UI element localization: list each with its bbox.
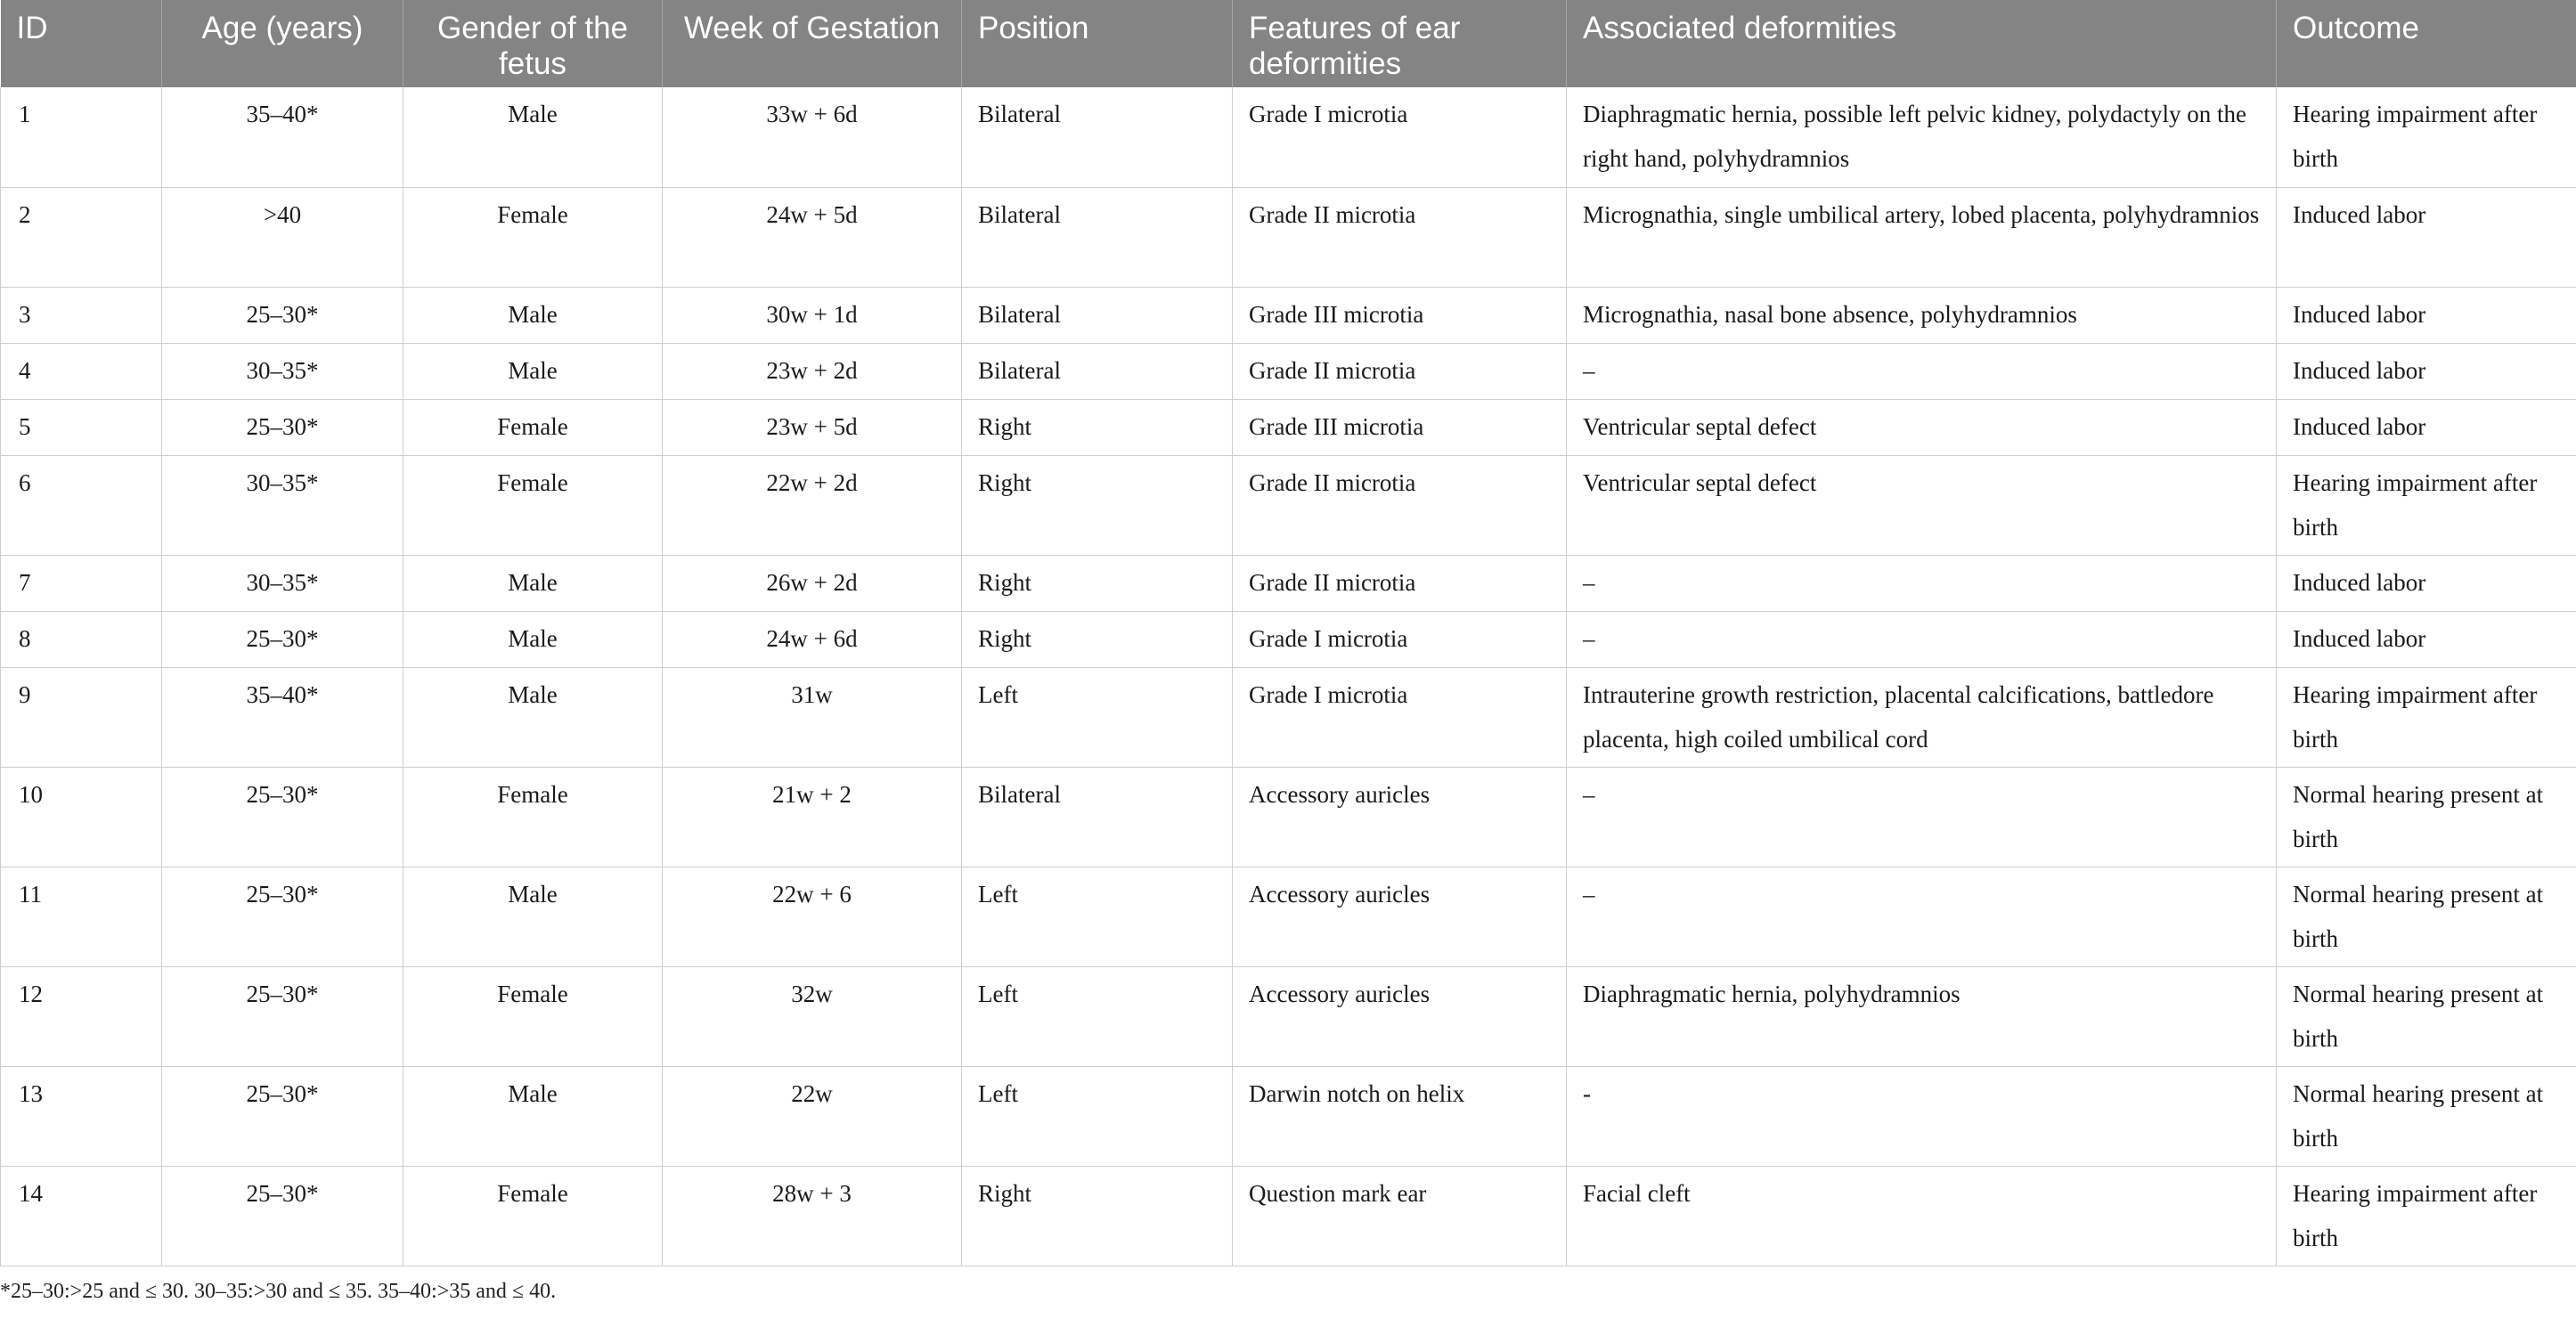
cell-position: Right xyxy=(962,611,1233,667)
cell-position: Left xyxy=(962,667,1233,767)
cell-gender: Male xyxy=(404,555,663,611)
cell-week: 22w + 2d xyxy=(663,455,962,555)
cell-features: Grade II microtia xyxy=(1233,343,1567,399)
header-outcome: Outcome xyxy=(2277,0,2576,87)
cell-week: 22w xyxy=(663,1066,962,1166)
cell-outcome: Induced labor xyxy=(2277,187,2576,287)
header-features: Features of ear deformities xyxy=(1233,0,1567,87)
cell-age: 25–30* xyxy=(162,287,404,343)
cell-features: Grade I microtia xyxy=(1233,611,1567,667)
cell-outcome: Induced labor xyxy=(2277,555,2576,611)
cell-features: Grade II microtia xyxy=(1233,555,1567,611)
table-row xyxy=(1,767,2576,867)
cell-associated: Micrognathia, single umbilical artery, lobed placenta, polyhydramnios xyxy=(1567,187,2277,287)
table-row xyxy=(1,867,2576,966)
cell-week: 30w + 1d xyxy=(663,287,962,343)
cell-position: Left xyxy=(962,1066,1233,1166)
cell-age: 35–40* xyxy=(162,667,404,767)
cell-age: 25–30* xyxy=(162,767,404,867)
cell-week: 28w + 3 xyxy=(663,1166,962,1266)
cell-features: Grade II microtia xyxy=(1233,187,1567,287)
cell-position: Right xyxy=(962,555,1233,611)
header-gender: Gender of the fetus xyxy=(404,0,663,87)
cell-id: 11 xyxy=(1,867,162,966)
cell-gender: Male xyxy=(404,1066,663,1166)
cell-position: Right xyxy=(962,399,1233,455)
cell-id: 14 xyxy=(1,1166,162,1266)
cell-age: >40 xyxy=(162,187,404,287)
cell-id: 7 xyxy=(1,555,162,611)
cell-associated: Ventricular septal defect xyxy=(1567,455,2277,555)
cell-age: 25–30* xyxy=(162,867,404,966)
cell-age: 30–35* xyxy=(162,455,404,555)
cell-outcome: Induced labor xyxy=(2277,287,2576,343)
cell-position: Bilateral xyxy=(962,343,1233,399)
cell-associated: – xyxy=(1567,867,2277,966)
cell-age: 35–40* xyxy=(162,87,404,187)
table-row xyxy=(1,87,2576,187)
cell-associated: Micrognathia, nasal bone absence, polyhydramnios xyxy=(1567,287,2277,343)
cell-features: Accessory auricles xyxy=(1233,867,1567,966)
cell-gender: Female xyxy=(404,966,663,1066)
cell-position: Bilateral xyxy=(962,767,1233,867)
table-row xyxy=(1,966,2576,1066)
table-footnote: *25–30:>25 and ≤ 30. 30–35:>30 and ≤ 35. 35–40:>35 and ≤ 40. xyxy=(0,1280,557,1303)
table-row xyxy=(1,611,2576,667)
cell-id: 3 xyxy=(1,287,162,343)
cell-id: 13 xyxy=(1,1066,162,1166)
header-id: ID xyxy=(1,0,162,87)
cell-gender: Male xyxy=(404,287,663,343)
cell-gender: Male xyxy=(404,343,663,399)
cell-features: Grade I microtia xyxy=(1233,667,1567,767)
cell-gender: Male xyxy=(404,667,663,767)
table-row xyxy=(1,1166,2576,1266)
cell-features: Grade II microtia xyxy=(1233,455,1567,555)
cell-gender: Male xyxy=(404,867,663,966)
cell-outcome: Normal hearing present at birth xyxy=(2277,767,2576,867)
cell-outcome: Normal hearing present at birth xyxy=(2277,966,2576,1066)
cell-id: 12 xyxy=(1,966,162,1066)
cell-position: Left xyxy=(962,966,1233,1066)
cell-associated: – xyxy=(1567,555,2277,611)
cell-associated: Diaphragmatic hernia, possible left pelvic kidney, polydactyly on the right hand, polyhydramnios xyxy=(1567,87,2277,187)
cell-week: 22w + 6 xyxy=(663,867,962,966)
table-header-row xyxy=(1,0,2576,87)
table-row xyxy=(1,287,2576,343)
cell-features: Grade III microtia xyxy=(1233,399,1567,455)
cell-week: 24w + 5d xyxy=(663,187,962,287)
cell-id: 4 xyxy=(1,343,162,399)
cell-week: 24w + 6d xyxy=(663,611,962,667)
cell-associated: Diaphragmatic hernia, polyhydramnios xyxy=(1567,966,2277,1066)
table-row xyxy=(1,187,2576,287)
cell-position: Bilateral xyxy=(962,187,1233,287)
cell-features: Grade III microtia xyxy=(1233,287,1567,343)
table-row xyxy=(1,399,2576,455)
table-row xyxy=(1,1066,2576,1166)
cell-age: 25–30* xyxy=(162,611,404,667)
cell-position: Bilateral xyxy=(962,87,1233,187)
table-row xyxy=(1,343,2576,399)
header-associated: Associated deformities xyxy=(1567,0,2277,87)
cell-associated: Intrauterine growth restriction, placental calcifications, battledore placenta, high coiled umbilical cord xyxy=(1567,667,2277,767)
cell-position: Bilateral xyxy=(962,287,1233,343)
cell-position: Right xyxy=(962,455,1233,555)
table-row xyxy=(1,555,2576,611)
header-week: Week of Gestation xyxy=(663,0,962,87)
cell-outcome: Hearing impairment after birth xyxy=(2277,1166,2576,1266)
cell-age: 25–30* xyxy=(162,399,404,455)
cell-week: 21w + 2 xyxy=(663,767,962,867)
cell-age: 25–30* xyxy=(162,1166,404,1266)
cell-week: 23w + 5d xyxy=(663,399,962,455)
cell-outcome: Hearing impairment after birth xyxy=(2277,87,2576,187)
header-age: Age (years) xyxy=(162,0,404,87)
cell-features: Darwin notch on helix xyxy=(1233,1066,1567,1166)
cell-features: Accessory auricles xyxy=(1233,966,1567,1066)
cell-associated: – xyxy=(1567,611,2277,667)
cell-gender: Female xyxy=(404,455,663,555)
cell-week: 26w + 2d xyxy=(663,555,962,611)
table-row xyxy=(1,455,2576,555)
header-position: Position xyxy=(962,0,1233,87)
cell-associated: – xyxy=(1567,767,2277,867)
cell-id: 1 xyxy=(1,87,162,187)
cell-outcome: Hearing impairment after birth xyxy=(2277,667,2576,767)
cell-age: 30–35* xyxy=(162,343,404,399)
cell-gender: Female xyxy=(404,767,663,867)
cell-associated: Facial cleft xyxy=(1567,1166,2277,1266)
cell-features: Grade I microtia xyxy=(1233,87,1567,187)
cell-id: 6 xyxy=(1,455,162,555)
cell-outcome: Hearing impairment after birth xyxy=(2277,455,2576,555)
cell-outcome: Induced labor xyxy=(2277,611,2576,667)
cell-id: 8 xyxy=(1,611,162,667)
cell-gender: Female xyxy=(404,1166,663,1266)
cell-position: Left xyxy=(962,867,1233,966)
cell-week: 33w + 6d xyxy=(663,87,962,187)
cell-id: 5 xyxy=(1,399,162,455)
cell-position: Right xyxy=(962,1166,1233,1266)
cell-outcome: Normal hearing present at birth xyxy=(2277,1066,2576,1166)
cell-outcome: Normal hearing present at birth xyxy=(2277,867,2576,966)
table-row xyxy=(1,667,2576,767)
cell-gender: Female xyxy=(404,399,663,455)
cell-associated: – xyxy=(1567,343,2277,399)
cell-outcome: Induced labor xyxy=(2277,343,2576,399)
cell-week: 31w xyxy=(663,667,962,767)
cell-id: 2 xyxy=(1,187,162,287)
cell-associated: - xyxy=(1567,1066,2277,1166)
cell-week: 32w xyxy=(663,966,962,1066)
cell-age: 25–30* xyxy=(162,1066,404,1166)
cell-gender: Male xyxy=(404,611,663,667)
table-body xyxy=(1,87,2576,1266)
cell-features: Question mark ear xyxy=(1233,1166,1567,1266)
cell-age: 30–35* xyxy=(162,555,404,611)
cell-features: Accessory auricles xyxy=(1233,767,1567,867)
cell-week: 23w + 2d xyxy=(663,343,962,399)
cell-age: 25–30* xyxy=(162,966,404,1066)
cell-gender: Female xyxy=(404,187,663,287)
cell-associated: Ventricular septal defect xyxy=(1567,399,2277,455)
cell-outcome: Induced labor xyxy=(2277,399,2576,455)
cell-gender: Male xyxy=(404,87,663,187)
cell-id: 10 xyxy=(1,767,162,867)
cell-id: 9 xyxy=(1,667,162,767)
